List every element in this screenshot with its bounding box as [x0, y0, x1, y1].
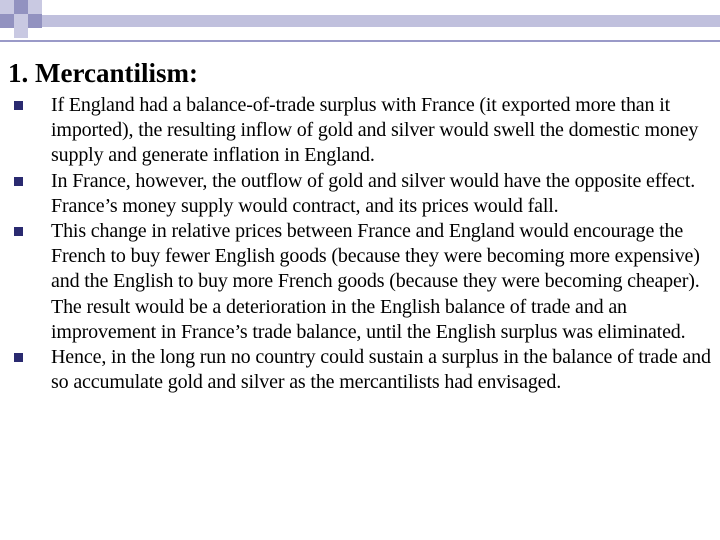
bullet-text: In France, however, the outflow of gold and silver would have the opposite effect. France’s money supply would contract, and its prices would fall.	[51, 169, 696, 217]
square-bullet-icon	[14, 101, 23, 110]
deco-square	[0, 14, 14, 28]
square-bullet-icon	[14, 353, 23, 362]
deco-square	[28, 0, 42, 14]
header-bar	[42, 15, 720, 27]
header-decoration	[0, 0, 720, 40]
deco-square	[14, 26, 28, 38]
header-underline	[0, 40, 720, 42]
bullet-list	[0, 93, 720, 395]
deco-square	[28, 14, 42, 28]
bullet-item	[0, 93, 720, 169]
deco-square	[14, 0, 28, 14]
square-bullet-icon	[14, 227, 23, 236]
deco-square	[0, 0, 14, 14]
slide-title: 1. Mercantilism:	[8, 58, 198, 88]
bullet-text: If England had a balance-of-trade surplus with France (it exported more than it imported), the resulting inflow of gold and silver would swell the domestic money supply and generate inflation in England.	[51, 94, 699, 167]
bullet-item	[0, 219, 720, 345]
bullet-item	[0, 169, 720, 219]
square-bullet-icon	[14, 177, 23, 186]
bullet-text: Hence, in the long run no country could sustain a surplus in the balance of trade and so accumulate gold and silver as the mercantilists had envisaged.	[51, 346, 711, 394]
bullet-item	[0, 345, 720, 395]
bullet-text: This change in relative prices between France and England would encourage the French to buy fewer English goods (because they were becoming more expensive) and the English to buy more French goods (because they were becoming cheaper). The result would be a deterioration in the English balance of trade and an improvement in France’s trade balance, until the English surplus was eliminated.	[51, 220, 700, 343]
